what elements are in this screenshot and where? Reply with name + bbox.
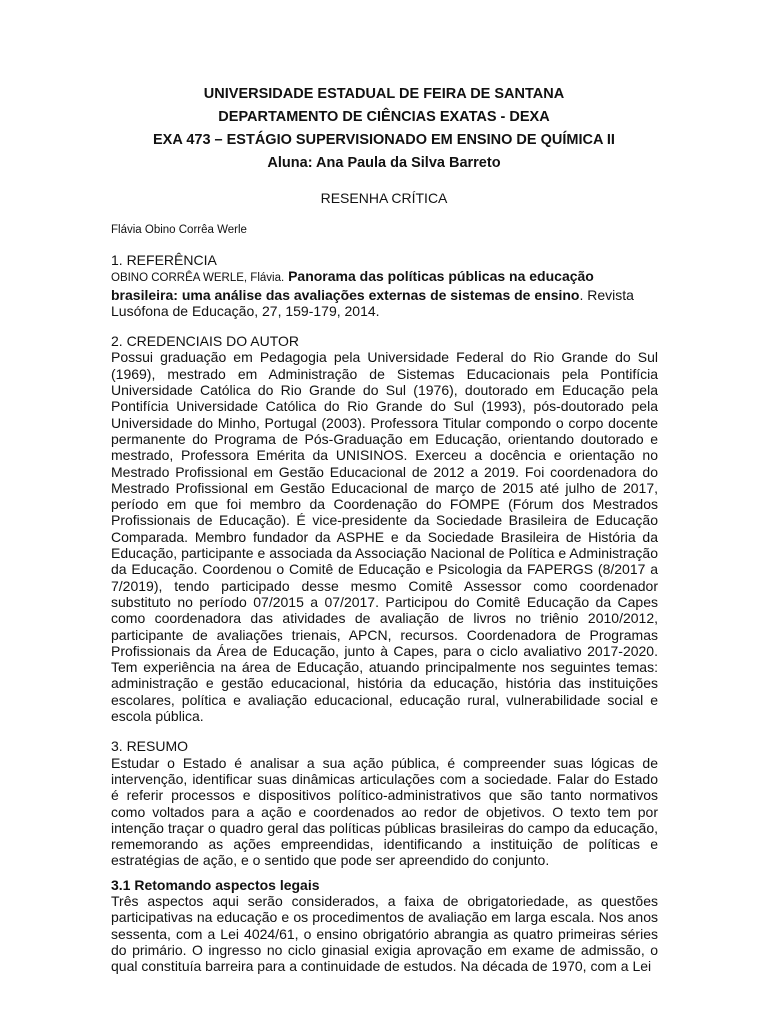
student-name: Aluna: Ana Paula da Silva Barreto xyxy=(267,155,501,171)
course-name: EXA 473 – ESTÁGIO SUPERVISIONADO EM ENSINO DE QUÍMICA II xyxy=(153,132,615,148)
section-heading-referencia: 1. REFERÊNCIA xyxy=(111,252,217,268)
reference-paragraph xyxy=(111,268,658,319)
university-name: UNIVERSIDADE ESTADUAL DE FEIRA DE SANTANA xyxy=(203,86,565,102)
document-body xyxy=(111,222,658,974)
review-title: RESENHA CRÍTICA xyxy=(320,190,448,206)
author-line: Flávia Obino Corrêa Werle xyxy=(111,224,247,236)
resumo-paragraph: Estudar o Estado é analisar a sua ação pública, é compreender suas lógicas de intervenção, identificar suas dinâmicas articulações com a sociedade. Falar do Estado é referir processos e dispositivos político-administrativos que são tanto normativos como voltados para a ação e coordenados ao redor de objetivos. O texto tem por intenção traçar o quadro geral das políticas públicas brasileiras do campo da educação, rememorando as ações empreendidas, identificando a instituição de políticas e estratégias de ação, e o sentido que pode ser apreendido do conjunto. xyxy=(111,754,658,869)
section-heading-resumo: 3. RESUMO xyxy=(111,738,189,755)
document-header xyxy=(0,83,768,175)
reference-title: Panorama das políticas públicas na educação brasileira: uma análise das avaliações externas de sistemas de ensino xyxy=(111,268,594,303)
credenciais-paragraph: Possui graduação em Pedagogia pela Universidade Federal do Rio Grande do Sul (1969), mestrado em Administração de Sistemas Educacionais pela Pontifícia Universidade Católica do Rio Grande do Sul (1976), doutorado em Educação pela Pontifícia Universidade Católica do Rio Grande do Sul (1993), pós-doutorado pela Universidade do Minho, Portugal (2003). Professora Titular compondo o corpo docente permanente do Programa de Pós-Graduação em Educação, orientando doutorado e mestrado, Professora Emérita da UNISINOS. Exerceu a docência e orientação no Mestrado Profissional em Gestão Educacional de 2012 a 2019. Foi coordenadora do Mestrado Profissional em Gestão Educacional de março de 2015 até julho de 2017, período em que foi membro da Coordenação do FOMPE (Fórum dos Mestrados Profissionais de Educação). É vice-presidente da Sociedade Brasileira de Educação Comparada. Membro fundador da ASPHE e da Sociedade Brasileira de História da Educação, participante e associada da Associação Nacional de Política e Administração da Educação. Coordenou o Comitê de Educação e Psicologia da FAPERGS (8/2017 a 7/2019), tendo participado desse mesmo Comitê Assessor como coordenador substituto no período 07/2015 a 07/2017. Participou do Comitê Educação da Capes como coordenadora das atividades de avaliação de livros no triênio 2010/2012, participante de avaliações trienais, APCN, recursos. Coordenadora de Programas Profissionais da Área de Educação, junto à Capes, para o ciclo avaliativo 2017-2020. Tem experiência na área de Educação, atuando principalmente nos seguintes temas: administração e gestão educacional, história da educação, história das instituições escolares, política e avaliação educacional, educação rural, vulnerabilidade social e escola pública. xyxy=(111,349,658,725)
subsection-heading-aspectos: 3.1 Retomando aspectos legais xyxy=(111,876,320,893)
reference-rest: . Revista Lusófona de Educação, 27, 159-179, 2014. xyxy=(111,286,634,319)
section-heading-credenciais: 2. CREDENCIAIS DO AUTOR xyxy=(111,333,300,350)
aspectos-paragraph: Três aspectos aqui serão considerados, a faixa de obrigatoriedade, as questões participativas na educação e os procedimentos de avaliação em larga escala. Nos anos sessenta, com a Lei 4024/61, o ensino obrigatório abrangia as quatro primeiras séries do primário. O ingresso no ciclo ginasial exigia aprovação em exame de admissão, o qual constituía barreira para a continuidade de estudos. Na década de 1970, com a Lei xyxy=(111,892,658,975)
reference-author: OBINO CORRÊA WERLE, Flávia. xyxy=(111,272,285,285)
department-name: DEPARTAMENTO DE CIÊNCIAS EXATAS - DEXA xyxy=(218,109,550,125)
